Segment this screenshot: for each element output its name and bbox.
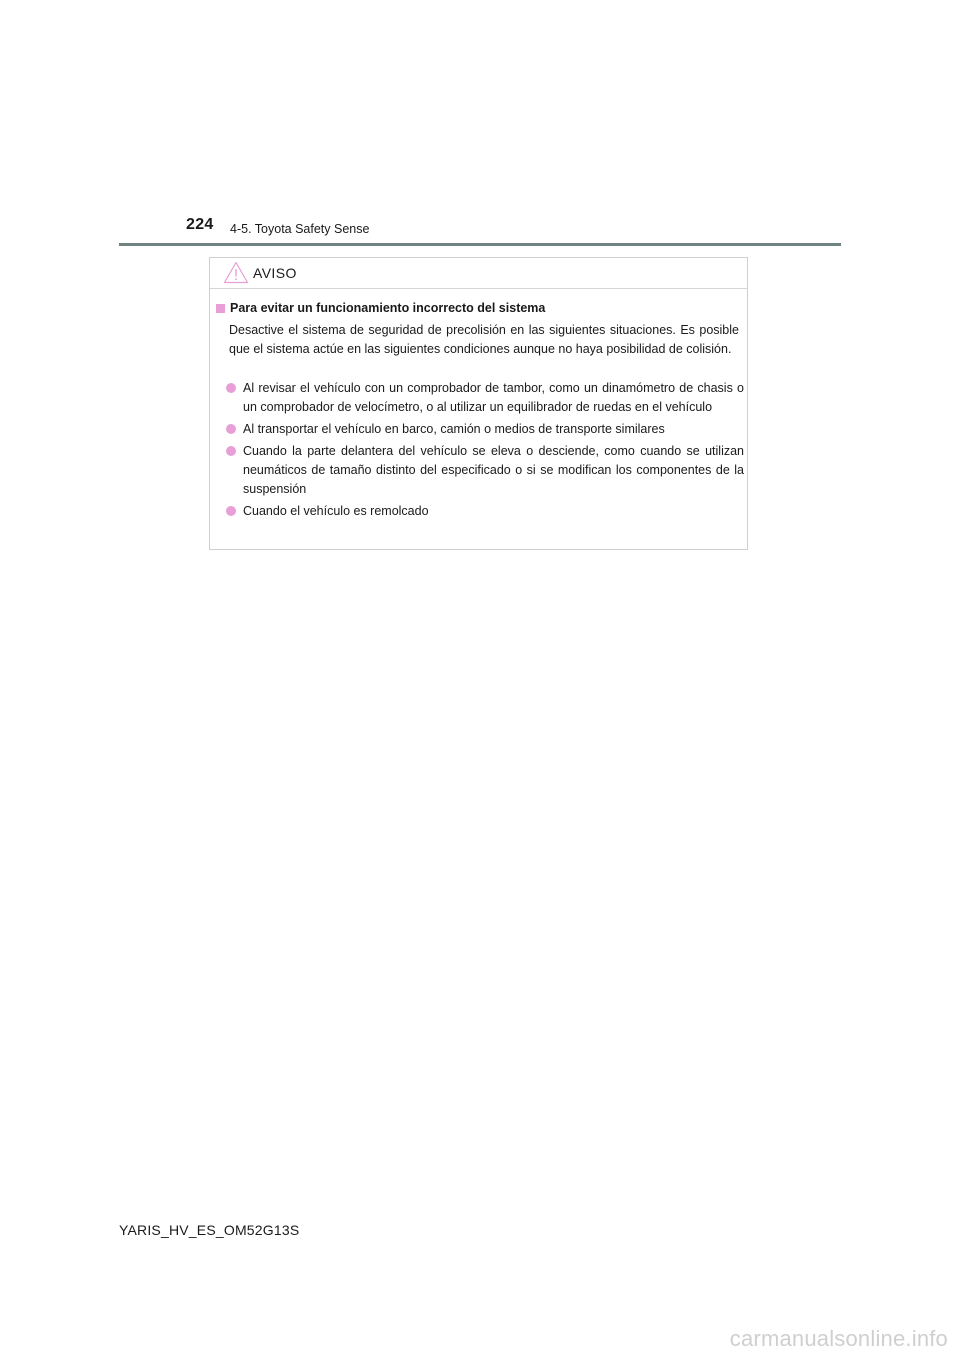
warning-bullet-list — [224, 379, 744, 524]
square-bullet-icon — [216, 304, 225, 313]
header-rule — [119, 243, 841, 246]
warning-box — [209, 257, 748, 550]
warning-label: AVISO — [253, 265, 297, 281]
list-item-text: Cuando el vehículo es remolcado — [243, 504, 429, 518]
dot-bullet-icon — [226, 383, 236, 393]
section-title: 4-5. Toyota Safety Sense — [230, 222, 370, 236]
list-item — [224, 379, 744, 417]
watermark: carmanualsonline.info — [729, 1326, 948, 1351]
list-item-text: Al transportar el vehículo en barco, camión o medios de transporte similares — [243, 422, 665, 436]
dot-bullet-icon — [226, 506, 236, 516]
dot-bullet-icon — [226, 424, 236, 434]
warning-heading-text: Para evitar un funcionamiento incorrecto del sistema — [230, 301, 546, 315]
dot-bullet-icon — [226, 446, 236, 456]
warning-header — [210, 258, 747, 289]
list-item — [224, 442, 744, 499]
footer-doc-code: YARIS_HV_ES_OM52G13S — [119, 1222, 300, 1238]
list-item-text: Cuando la parte delantera del vehículo se eleva o desciende, como cuando se utilizan neumáticos de tamaño distinto del especificado o si se modifican los componentes de la suspensión — [243, 444, 744, 496]
warning-triangle-icon — [223, 261, 249, 284]
list-item-text: Al revisar el vehículo con un comprobador de tambor, como un dinamómetro de chasis o un comprobador de velocímetro, o al utilizar un equilibrador de ruedas en el vehículo — [243, 381, 744, 414]
warning-intro: Desactive el sistema de seguridad de precolisión en las siguientes situaciones. Es posible que el sistema actúe en las siguientes condiciones aunque no haya posibilidad de colisión. — [229, 323, 739, 356]
warning-section-heading — [216, 301, 545, 315]
page-number: 224 — [186, 216, 214, 233]
list-item — [224, 502, 744, 521]
list-item — [224, 420, 744, 439]
